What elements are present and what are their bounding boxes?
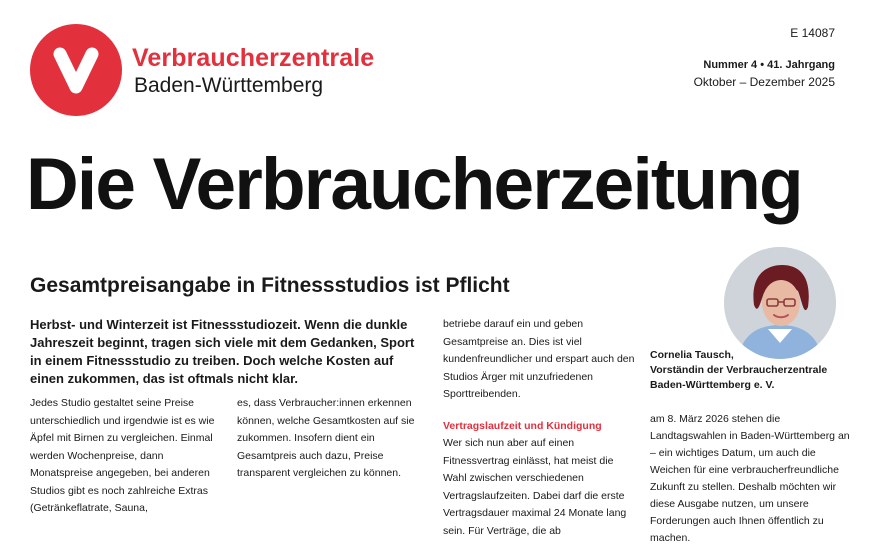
- article-column-1: Jedes Studio gestaltet seine Preise unterschiedlich und irgendwie ist es wie Äpfel mit Birnen zu vergleichen. Einmal werden Wochenpreise, dann Monatspreise angegeben, bei anderen Studios gibt es noch zahlreiche Extras (Getränkeflatrate, Sauna,: [30, 397, 215, 514]
- article-lead: Herbst- und Winterzeit ist Fitnessstudiozeit. Wenn die dunkle Jahreszeit beginnt, tragen sich viele mit dem Gedanken, Sport in einem Fitnessstudio zu treiben. Doch welche Kosten auf einen zukommen, das ist oftmals nicht klar.: [30, 317, 415, 386]
- portrait-photo: [724, 247, 836, 359]
- portrait-caption: [650, 348, 827, 393]
- logo-mark: [30, 24, 122, 116]
- logo-v-icon: [30, 24, 122, 116]
- brand-region: Baden-Württemberg: [134, 74, 324, 97]
- issue-period: Oktober – Dezember 2025: [693, 75, 835, 89]
- article-subhead: Vertragslaufzeit und Kündigung: [443, 419, 602, 432]
- issue-number: Nummer 4 • 41. Jahrgang: [703, 59, 835, 71]
- article-headline: Gesamtpreisangabe in Fitnessstudios ist Pflicht: [30, 274, 510, 297]
- masthead-title: Die Verbraucherzeitung: [26, 144, 802, 225]
- caption-org: Baden-Württemberg e. V.: [650, 379, 775, 391]
- article-column-3-intro: betriebe darauf ein und geben Gesamtpreise an. Dies ist viel kundenfreundlicher und erspart auch den Studios Ärger mit unzufriedenen Sporttreibenden.: [443, 318, 635, 400]
- brand-name: Verbraucherzentrale: [132, 44, 375, 72]
- article-column-3: [443, 316, 638, 540]
- caption-role: Vorständin der Verbraucherzentrale: [650, 364, 828, 376]
- issue-code: E 14087: [790, 26, 835, 40]
- caption-name: Cornelia Tausch,: [650, 349, 734, 361]
- editorial-text: am 8. März 2026 stehen die Landtagswahlen in Baden-Württemberg an – ein wichtiges Datum, um auch die Weichen für eine verbraucherfreundliche Zukunft zu stellen. Deshalb möchten wir diese Ausgabe nutzen, um unsere Forderungen auch Ihnen öffentlich zu machen.: [650, 413, 850, 544]
- article-column-2: es, dass Verbraucher:innen erkennen können, welche Gesamtkosten auf sie zukommen. Insofern dient ein Gesamtpreis auch dazu, Preise transparent vergleichen zu können.: [237, 397, 415, 479]
- article-column-3-body: Wer sich nun aber auf einen Fitnessvertrag einlässt, hat meist die Wahl zwischen verschiedenen Vertragslaufzeiten. Dabei darf die erste Vertragsdauer maximal 24 Monate lang sein. Für Verträge, die ab: [443, 437, 627, 537]
- person-icon: [724, 247, 836, 359]
